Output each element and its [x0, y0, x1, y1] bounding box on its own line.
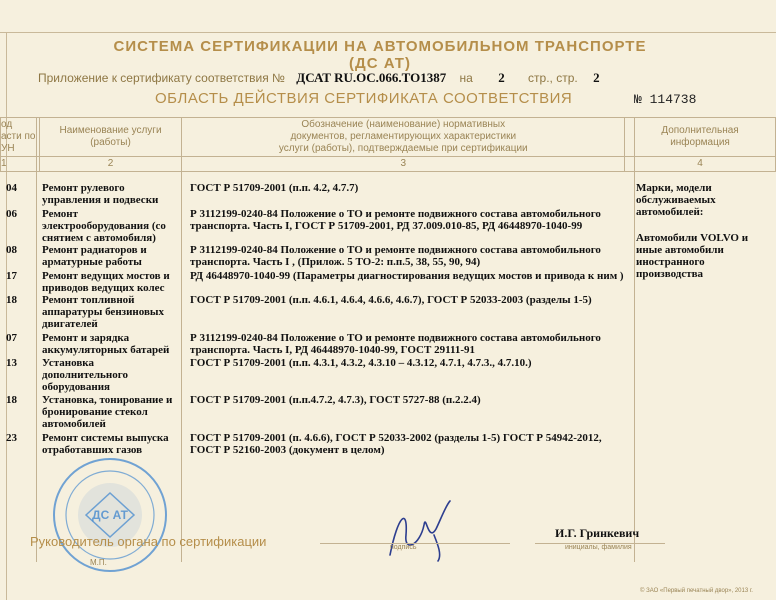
header-info-text: Дополнительная информация: [661, 125, 739, 148]
row-code: 17: [6, 270, 17, 282]
row-service: Установка дополнительного оборудования: [42, 357, 128, 393]
row-code: 13: [6, 357, 17, 369]
on-label: на: [459, 71, 473, 85]
header-service: [39, 118, 182, 157]
row-code: 06: [6, 208, 17, 220]
col-number-2: 2: [39, 157, 182, 172]
row-docs: ГОСТ Р 51709-2001 (п. 4.6.6), ГОСТ Р 52033-2002 (разделы 1-5) ГОСТ Р 54942-2012, ГОСТ Р 52160-2003 (документ в целом): [190, 432, 602, 456]
printer-imprint: © ЗАО «Первый печатный двор», 2013 г.: [640, 588, 753, 594]
row-code: 07: [6, 332, 17, 344]
signature-caption: подпись: [390, 544, 417, 551]
stamp-text: ДС АТ: [92, 508, 128, 522]
seal-stamp-icon: [50, 455, 170, 575]
header-docs: [182, 118, 625, 157]
row-service: Ремонт электрооборудования (со снятием с автомобиля): [42, 208, 166, 244]
row-code: 23: [6, 432, 17, 444]
row-service: Ремонт ведущих мостов и приводов ведущих колес: [42, 270, 170, 294]
row-service: Ремонт рулевого управления и подвески: [42, 182, 159, 206]
signature-icon: [380, 495, 470, 565]
serial-number: № 114738: [634, 92, 697, 107]
row-code: 04: [6, 182, 17, 194]
row-code: 18: [6, 294, 17, 306]
row-service: Ремонт системы выпуска отработавших газов: [42, 432, 169, 456]
col-number-3: 3: [182, 157, 625, 172]
top-border: [0, 32, 776, 33]
header-docs-text: Обозначение (наименование) нормативных документов, регламентирующих характеристики услуги (работы), подтверждаемые при сертификации: [278, 119, 528, 154]
row-code: 08: [6, 244, 17, 256]
info-spacer: [636, 218, 768, 232]
row-docs: Р 3112199-0240-84 Положение о ТО и ремонте подвижного состава автомобильного транспорта. Часть I, ГОСТ Р 51709-2001, РД 37.009.010-85, РД 46448970-1040-99: [190, 208, 601, 232]
column-divider: [634, 117, 635, 562]
pages-total: 2: [498, 70, 505, 85]
header-info: [625, 118, 776, 157]
row-docs: РД 46448970-1040-99 (Параметры диагностирования ведущих мостов и привода к ним ): [190, 270, 624, 282]
row-code: 18: [6, 394, 17, 406]
header-table: [0, 117, 776, 172]
additional-info: [636, 182, 768, 280]
row-service: Установка, тонирование и бронирование стекол автомобилей: [42, 394, 173, 430]
page-current: 2: [593, 70, 600, 85]
row-service: Ремонт и зарядка аккумуляторных батарей: [42, 332, 170, 356]
appendix-label: Приложение к сертификату соответствия №: [38, 71, 285, 85]
header-code-text: од асти по УН: [1, 119, 36, 154]
col-number-4: 4: [625, 157, 776, 172]
row-service: Ремонт радиаторов и арматурные работы: [42, 244, 147, 268]
row-docs: Р 3112199-0240-84 Положение о ТО и ремонте подвижного состава автомобильного транспорта. Часть I , (Прилож. 5 ТО-2: п.п.5, 38, 55, 90, 94): [190, 244, 601, 268]
signatory-name: И.Г. Гринкевич: [555, 526, 640, 540]
pages-label: стр., стр.: [528, 71, 578, 85]
header-service-text: Наименование услуги (работы): [59, 125, 162, 148]
row-docs: ГОСТ Р 51709-2001 (п.п. 4.6.1, 4.6.4, 4.6.6, 4.6.7), ГОСТ Р 52033-2003 (разделы 1-5): [190, 294, 592, 306]
certificate-number: ДСАТ RU.OC.066.TO1387: [296, 70, 447, 85]
name-caption: инициалы, фамилия: [565, 544, 632, 551]
system-title: СИСТЕМА СЕРТИФИКАЦИИ НА АВТОМОБИЛЬНОМ ТРАНСПОРТЕ (ДС АТ): [113, 38, 647, 72]
appendix-line: [38, 70, 600, 86]
column-divider: [36, 117, 37, 562]
seal-place-label: М.П.: [90, 558, 107, 567]
header-code: [1, 118, 40, 157]
row-docs: ГОСТ Р 51709-2001 (п.п.4.7.2, 4.7.3), ГОСТ 5727-88 (п.2.2.4): [190, 394, 481, 406]
row-docs: ГОСТ Р 51709-2001 (п.п. 4.2, 4.7.7): [190, 182, 359, 194]
head-of-body-label: Руководитель органа по сертификации: [30, 534, 267, 549]
col-number-1: 1: [1, 157, 40, 172]
row-docs: Р 3112199-0240-84 Положение о ТО и ремонте подвижного состава автомобильного транспорта. Часть I, РД 46448970-1040-99, ГОСТ 29111-91: [190, 332, 601, 356]
column-divider: [181, 117, 182, 562]
scope-title: ОБЛАСТЬ ДЕЙСТВИЯ СЕРТИФИКАТА СООТВЕТСТВИЯ: [155, 90, 573, 107]
row-docs: ГОСТ Р 51709-2001 (п.п. 4.3.1, 4.3.2, 4.3.10 – 4.3.12, 4.7.1, 4.7.3., 4.7.10.): [190, 357, 532, 369]
info-brands: Марки, модели обслуживаемых автомобилей:: [636, 182, 716, 218]
info-vehicles: Автомобили VOLVO и иные автомобили иностранного производства: [636, 232, 749, 280]
row-service: Ремонт топливной аппаратуры бензиновых двигателей: [42, 294, 165, 330]
